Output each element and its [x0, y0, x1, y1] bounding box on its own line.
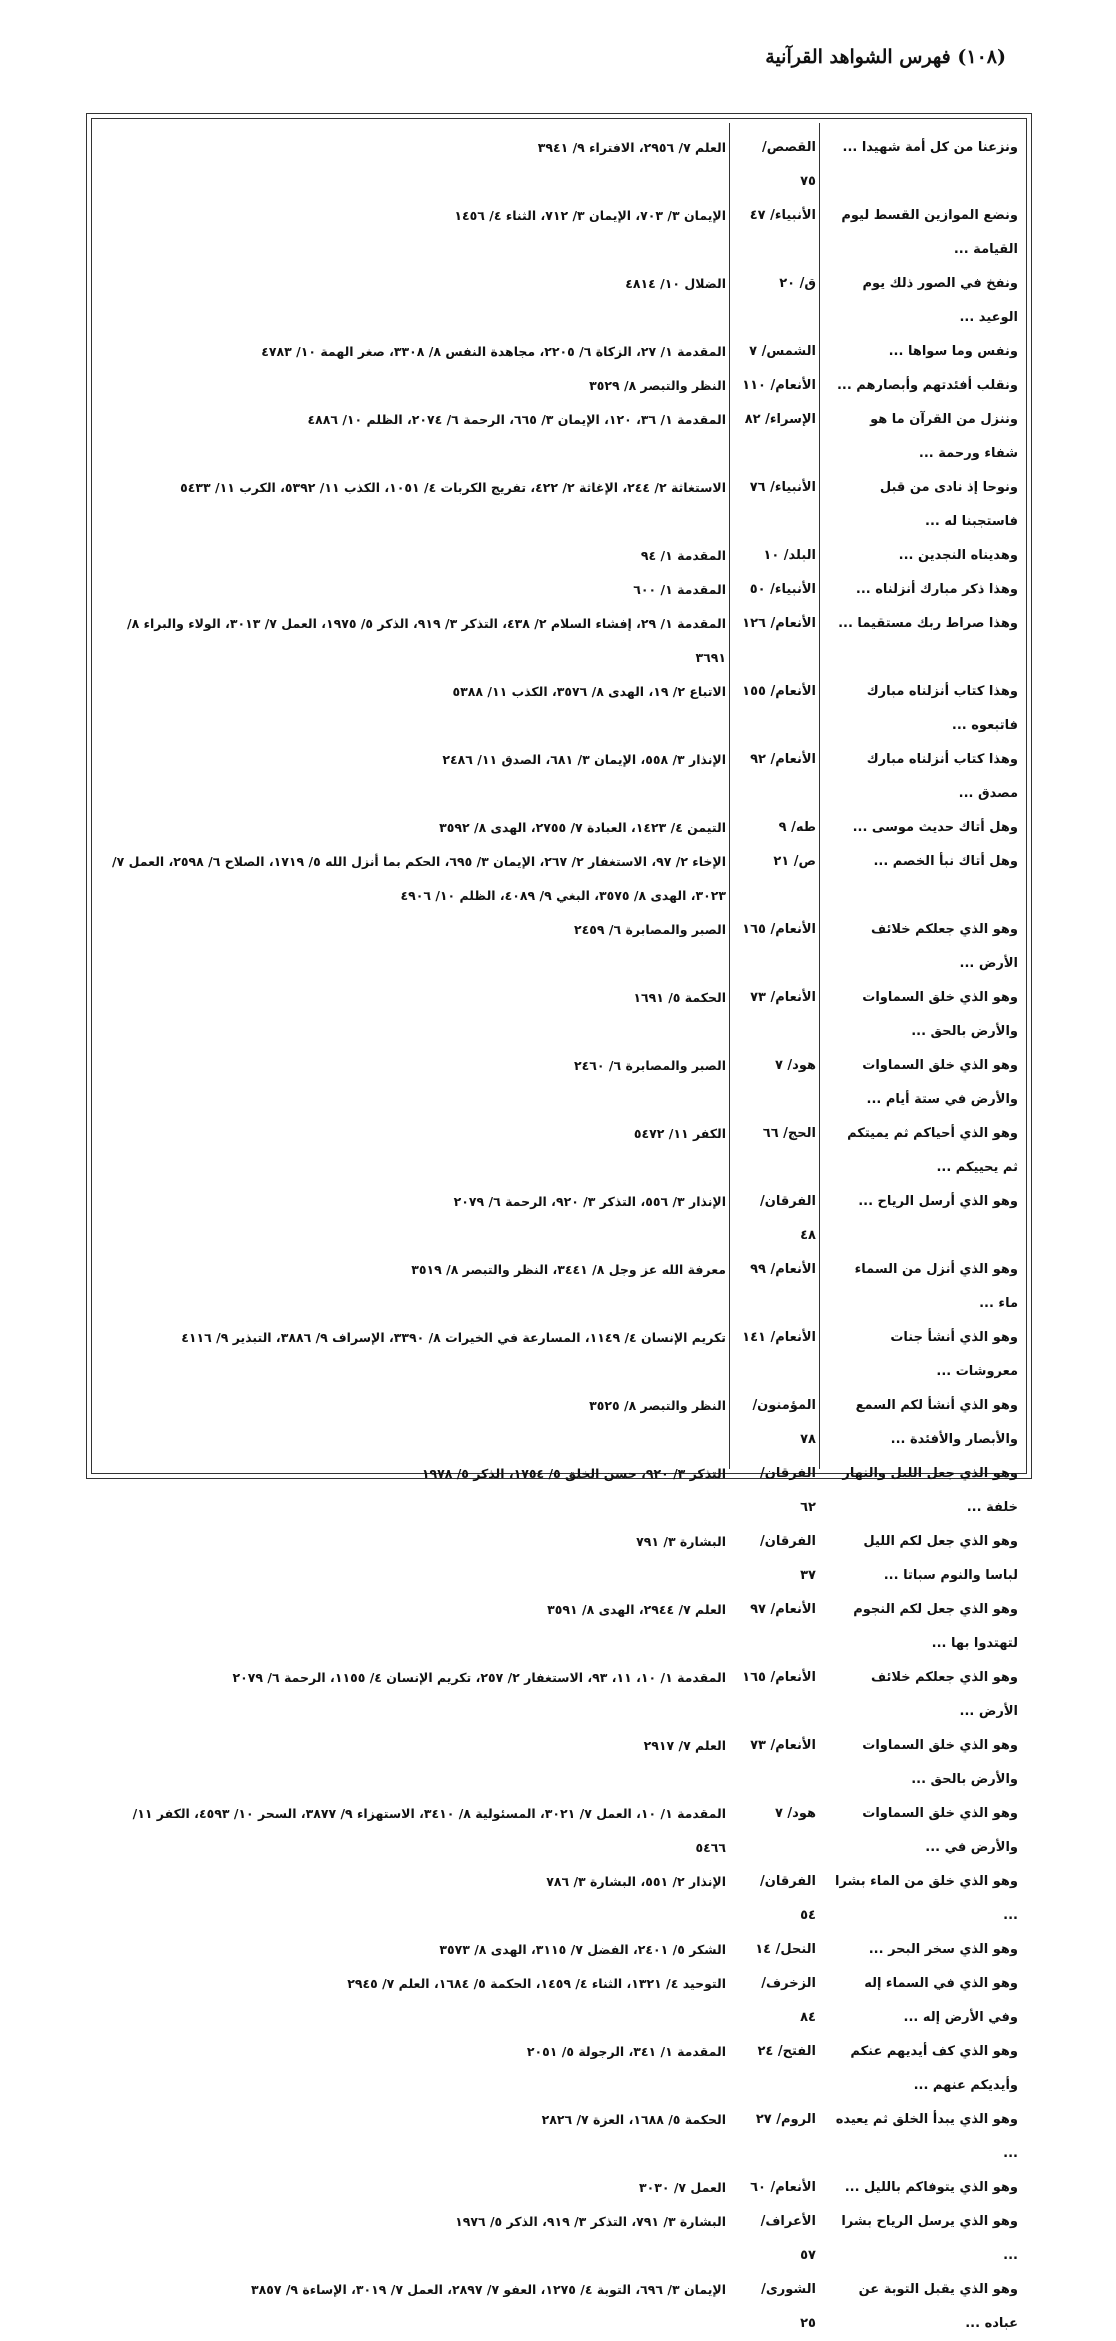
index-row: [92, 981, 1026, 1049]
topic-refs-cell: الاتباع ٢/ ١٩، الهدى ٨/ ٣٥٧٦، الكذب ١١/ ٥٣٨٨: [452, 684, 726, 699]
verse-cell: وهذا كتاب أنزلناه مبارك مصدق ...: [866, 752, 1018, 801]
surah-ref-cell: الفتح/ ٢٤: [757, 2044, 816, 2059]
topic-refs-cell: الإيمان ٣/ ٧٠٣، الإيمان ٣/ ٧١٢، الثناء ٤/ ١٤٥٦: [454, 208, 726, 223]
topic-refs-cell: المقدمة ١/ ٦٠٠: [633, 582, 726, 597]
topic-refs-cell: الإخاء ٢/ ٩٧، الاستغفار ٢/ ٢٦٧، الإيمان ٣/ ٦٩٥، الحكم بما أنزل الله ٥/ ١٧١٩، الصلاح ٦/ ٢٥٩٨، العمل ٧/ ٣٠٢٣، الهدى ٨/ ٣٥٧٥، البغي ٩/ ٤٠٨٩، الظلم ١٠/ ٤٩٠٦: [112, 854, 726, 903]
index-row: [92, 2205, 1026, 2273]
surah-ref-cell: الشورى/ ٢٥: [761, 2282, 816, 2331]
verse-cell: وهو الذي أنشأ لكم السمع والأبصار والأفئدة ...: [855, 1398, 1018, 1447]
page-header: (١٠٨) فهرس الشواهد القرآنية: [765, 46, 1006, 68]
verse-cell: وهو الذي خلق السماوات والأرض في ...: [862, 1806, 1018, 1855]
topic-refs-cell: الضلال ١٠/ ٤٨١٤: [625, 276, 726, 291]
topic-refs-cell: العلم ٧/ ٢٩٥٦، الافتراء ٩/ ٣٩٤١: [537, 140, 726, 155]
surah-ref-cell: الأعراف/ ٥٧: [760, 2214, 816, 2263]
index-row: [92, 573, 1026, 607]
topic-refs-cell: التذكر ٣/ ٩٢٠، حسن الخلق ٥/ ١٧٥٤، الذكر ٥/ ١٩٧٨: [421, 1466, 726, 1481]
topic-refs-cell: العلم ٧/ ٢٩١٧: [643, 1738, 726, 1753]
topic-refs-cell: المقدمة ١/ ٩٤: [640, 548, 726, 563]
verse-cell: وهل أتاك حديث موسى ...: [852, 820, 1018, 835]
index-row: [92, 2035, 1026, 2103]
index-row: [92, 471, 1026, 539]
surah-ref-cell: الأنعام/ ٩٧: [750, 1602, 816, 1617]
index-row: [92, 1933, 1026, 1967]
index-row: [92, 1389, 1026, 1457]
index-row: [92, 1185, 1026, 1253]
topic-refs-cell: المقدمة ١/ ٢٧، الزكاة ٦/ ٢٢٠٥، مجاهدة النفس ٨/ ٣٣٠٨، صغر الهمة ١٠/ ٤٧٨٣: [261, 344, 726, 359]
surah-ref-cell: ق/ ٢٠: [779, 276, 816, 291]
surah-ref-cell: الروم/ ٢٧: [755, 2112, 816, 2127]
surah-ref-cell: هود/ ٧: [774, 1058, 816, 1073]
surah-ref-cell: الإسراء/ ٨٢: [744, 412, 816, 427]
index-row: [92, 1967, 1026, 2035]
verse-cell: وهو الذي يقبل التوبة عن عباده ...: [858, 2282, 1018, 2331]
verse-cell: وننزل من القرآن ما هو شفاء ورحمة ...: [870, 412, 1018, 461]
verse-cell: ونزعنا من كل أمة شهيدا ...: [842, 140, 1018, 155]
index-row: [92, 2103, 1026, 2171]
index-row: [92, 743, 1026, 811]
index-frame: [86, 113, 1032, 2331]
index-row: [92, 1457, 1026, 1525]
verse-cell: وهو الذي يتوفاكم بالليل ...: [844, 2180, 1018, 2195]
index-row: [92, 369, 1026, 403]
surah-ref-cell: الأنعام/ ١٦٥: [742, 1670, 816, 1685]
surah-ref-cell: الفرقان/ ٦٢: [759, 1466, 816, 1515]
surah-ref-cell: هود/ ٧: [774, 1806, 816, 1821]
verse-cell: وهذا كتاب أنزلناه مبارك فاتبعوه ...: [866, 684, 1018, 733]
topic-refs-cell: العلم ٧/ ٢٩٤٤، الهدى ٨/ ٣٥٩١: [547, 1602, 726, 1617]
topic-refs-cell: الحكمة ٥/ ١٦٩١: [633, 990, 726, 1005]
topic-refs-cell: التوحيد ٤/ ١٣٢١، الثناء ٤/ ١٤٥٩، الحكمة ٥/ ١٦٨٤، العلم ٧/ ٢٩٤٥: [347, 1976, 726, 1991]
index-row: [92, 1049, 1026, 1117]
verse-cell: وهو الذي جعلكم خلائف الأرض ...: [871, 922, 1018, 971]
verse-cell: وهو الذي جعل لكم النجوم لتهتدوا بها ...: [853, 1602, 1018, 1651]
topic-refs-cell: البشارة ٣/ ٧٩١: [636, 1534, 726, 1549]
surah-ref-cell: ص/ ٢١: [773, 854, 816, 869]
verse-cell: وهو الذي خلق السماوات والأرض بالحق ...: [862, 1738, 1018, 1787]
quran-index-table: [92, 131, 1026, 2341]
verse-cell: وهذا ذكر مبارك أنزلناه ...: [855, 582, 1018, 597]
index-row: [92, 1729, 1026, 1797]
index-row: [92, 1321, 1026, 1389]
verse-cell: وهو الذي أحياكم ثم يميتكم ثم يحييكم ...: [847, 1126, 1018, 1175]
index-row: [92, 403, 1026, 471]
index-row: [92, 539, 1026, 573]
topic-refs-cell: النظر والتبصر ٨/ ٣٥٢٥: [589, 1398, 726, 1413]
verse-cell: وهو الذي أنشأ جنات معروشات ...: [890, 1330, 1018, 1379]
surah-ref-cell: الأنعام/ ١٤١: [742, 1330, 816, 1345]
topic-refs-cell: الاستغاثة ٢/ ٢٤٤، الإغاثة ٢/ ٤٢٢، تفريج الكربات ٤/ ١٠٥١، الكذب ١١/ ٥٣٩٢، الكرب ١١/ ٥٤٣٣: [180, 480, 726, 495]
index-row: [92, 2273, 1026, 2341]
topic-refs-cell: الإيمان ٣/ ٦٩٦، التوبة ٤/ ١٢٧٥، العفو ٧/ ٢٨٩٧، العمل ٧/ ٣٠١٩، الإساءة ٩/ ٣٨٥٧: [250, 2282, 726, 2297]
index-row: [92, 1661, 1026, 1729]
index-row: [92, 1797, 1026, 1865]
index-row: [92, 845, 1026, 913]
topic-refs-cell: الصبر والمصابرة ٦/ ٢٤٥٩: [574, 922, 726, 937]
index-row: [92, 199, 1026, 267]
index-row: [92, 131, 1026, 199]
verse-cell: وهو الذي في السماء إله وفي الأرض إله ...: [864, 1976, 1018, 2025]
verse-cell: وهو الذي جعلكم خلائف الأرض ...: [871, 1670, 1018, 1719]
surah-ref-cell: الفرقان/ ٣٧: [759, 1534, 816, 1583]
topic-refs-cell: المقدمة ١/ ١٠، ١١، ٩٣، الاستغفار ٢/ ٢٥٧، تكريم الإنسان ٤/ ١١٥٥، الرحمة ٦/ ٢٠٧٩: [232, 1670, 726, 1685]
surah-ref-cell: الأنعام/ ٩٢: [750, 752, 816, 767]
surah-ref-cell: الأنعام/ ١٥٥: [742, 684, 816, 699]
surah-ref-cell: طه/ ٩: [778, 820, 816, 835]
verse-cell: وهو الذي خلق من الماء بشرا ...: [834, 1874, 1018, 1923]
surah-ref-cell: الفرقان/ ٥٤: [759, 1874, 816, 1923]
verse-cell: وهذا صراط ربك مستقيما ...: [838, 616, 1018, 631]
surah-ref-cell: الأنعام/ ٧٣: [750, 1738, 816, 1753]
index-body: [92, 131, 1026, 2341]
verse-cell: وهو الذي خلق السماوات والأرض في ستة أيام ...: [862, 1058, 1018, 1107]
index-row: [92, 2171, 1026, 2205]
surah-ref-cell: النحل/ ١٤: [755, 1942, 816, 1957]
surah-ref-cell: الزخرف/ ٨٤: [761, 1976, 816, 2025]
verse-cell: ونضع الموازين القسط ليوم القيامة ...: [841, 208, 1018, 257]
topic-refs-cell: النظر والتبصر ٨/ ٣٥٢٩: [589, 378, 726, 393]
topic-refs-cell: المقدمة ١/ ١٠، العمل ٧/ ٣٠٢١، المسئولية ٨/ ٣٤١٠، الاستهزاء ٩/ ٣٨٧٧، السحر ١٠/ ٤٥٩٣، الكفر ١١/ ٥٤٦٦: [132, 1806, 726, 1855]
surah-ref-cell: الأنبياء/ ٥٠: [749, 582, 816, 597]
verse-cell: وهو الذي سخر البحر ...: [868, 1942, 1018, 1957]
verse-cell: وهو الذي كف أيديهم عنكم وأيديكم عنهم ...: [850, 2044, 1018, 2093]
topic-refs-cell: الإنذار ٢/ ٥٥١، البشارة ٣/ ٧٨٦: [546, 1874, 726, 1889]
verse-cell: وهو الذي جعل الليل والنهار خلفة ...: [842, 1466, 1018, 1515]
index-row: [92, 913, 1026, 981]
verse-cell: وهو الذي يبدأ الخلق ثم يعيده ...: [835, 2112, 1018, 2161]
verse-cell: وهو الذي يرسل الرياح بشرا ...: [841, 2214, 1018, 2263]
topic-refs-cell: التيمن ٤/ ١٤٢٣، العبادة ٧/ ٢٧٥٥، الهدى ٨/ ٣٥٩٢: [439, 820, 726, 835]
verse-cell: ونقلب أفئدتهم وأبصارهم ...: [836, 378, 1018, 393]
surah-ref-cell: الأنعام/ ١١٠: [742, 378, 816, 393]
topic-refs-cell: البشارة ٣/ ٧٩١، التذكر ٣/ ٩١٩، الذكر ٥/ ١٩٧٦: [455, 2214, 726, 2229]
verse-cell: وهل أتاك نبأ الخصم ...: [873, 854, 1018, 869]
surah-ref-cell: الشمس/ ٧: [749, 344, 816, 359]
surah-ref-cell: الأنعام/ ٩٩: [750, 1262, 816, 1277]
surah-ref-cell: الأنبياء/ ٤٧: [749, 208, 816, 223]
index-row: [92, 607, 1026, 675]
index-row: [92, 1117, 1026, 1185]
topic-refs-cell: معرفة الله عز وجل ٨/ ٣٤٤١، النظر والتبصر ٨/ ٣٥١٩: [411, 1262, 726, 1277]
topic-refs-cell: تكريم الإنسان ٤/ ١١٤٩، المسارعة في الخيرات ٨/ ٣٣٩٠، الإسراف ٩/ ٣٨٨٦، التبذير ٩/ ٤١١٦: [181, 1330, 726, 1345]
topic-refs-cell: الصبر والمصابرة ٦/ ٢٤٦٠: [574, 1058, 726, 1073]
verse-cell: ونفخ في الصور ذلك يوم الوعيد ...: [862, 276, 1018, 325]
surah-ref-cell: الأنبياء/ ٧٦: [749, 480, 816, 495]
surah-ref-cell: البلد/ ١٠: [763, 548, 816, 563]
index-row: [92, 675, 1026, 743]
verse-cell: ونفس وما سواها ...: [888, 344, 1018, 359]
index-row: [92, 1593, 1026, 1661]
surah-ref-cell: الأنعام/ ١٢٦: [742, 616, 816, 631]
topic-refs-cell: الكفر ١١/ ٥٤٧٢: [633, 1126, 726, 1141]
surah-ref-cell: الأنعام/ ٦٠: [750, 2180, 816, 2195]
surah-ref-cell: الفرقان/ ٤٨: [759, 1194, 816, 1243]
surah-ref-cell: المؤمنون/ ٧٨: [752, 1398, 816, 1447]
verse-cell: وهو الذي أرسل الرياح ...: [858, 1194, 1018, 1209]
index-row: [92, 267, 1026, 335]
verse-cell: وهو الذي أنزل من السماء ماء ...: [854, 1262, 1018, 1311]
surah-ref-cell: الأنعام/ ١٦٥: [742, 922, 816, 937]
topic-refs-cell: العمل ٧/ ٣٠٣٠: [638, 2180, 726, 2195]
topic-refs-cell: الإنذار ٣/ ٥٥٨، الإيمان ٣/ ٦٨١، الصدق ١١/ ٢٤٨٦: [442, 752, 726, 767]
surah-ref-cell: الأنعام/ ٧٣: [750, 990, 816, 1005]
topic-refs-cell: المقدمة ١/ ٣٤١، الرجولة ٥/ ٢٠٥١: [526, 2044, 726, 2059]
index-row: [92, 1253, 1026, 1321]
topic-refs-cell: المقدمة ١/ ٢٩، إفشاء السلام ٢/ ٤٣٨، التذكر ٣/ ٩١٩، الذكر ٥/ ١٩٧٥، العمل ٧/ ٣٠١٣، الولاء والبراء ٨/ ٣٦٩١: [127, 616, 726, 665]
index-row: [92, 1865, 1026, 1933]
index-inner-frame: [91, 118, 1027, 2331]
verse-cell: وهديناه النجدين ...: [898, 548, 1018, 563]
surah-ref-cell: الحج/ ٦٦: [762, 1126, 816, 1141]
verse-cell: ونوحا إذ نادى من قبل فاستجبنا له ...: [879, 480, 1018, 529]
verse-cell: وهو الذي جعل لكم الليل لباسا والنوم سباتا ...: [863, 1534, 1018, 1583]
topic-refs-cell: الشكر ٥/ ٢٤٠١، الفضل ٧/ ٣١١٥، الهدى ٨/ ٣٥٧٣: [439, 1942, 726, 1957]
topic-refs-cell: المقدمة ١/ ٣٦، ١٢٠، الإيمان ٣/ ٦٦٥، الرحمة ٦/ ٢٠٧٤، الظلم ١٠/ ٤٨٨٦: [307, 412, 726, 427]
verse-cell: وهو الذي خلق السماوات والأرض بالحق ...: [862, 990, 1018, 1039]
index-row: [92, 1525, 1026, 1593]
surah-ref-cell: القصص/ ٧٥: [762, 140, 816, 189]
topic-refs-cell: الإنذار ٣/ ٥٥٦، التذكر ٣/ ٩٢٠، الرحمة ٦/ ٢٠٧٩: [453, 1194, 726, 1209]
index-row: [92, 335, 1026, 369]
topic-refs-cell: الحكمة ٥/ ١٦٨٨، العزة ٧/ ٢٨٢٦: [541, 2112, 726, 2127]
index-row: [92, 811, 1026, 845]
